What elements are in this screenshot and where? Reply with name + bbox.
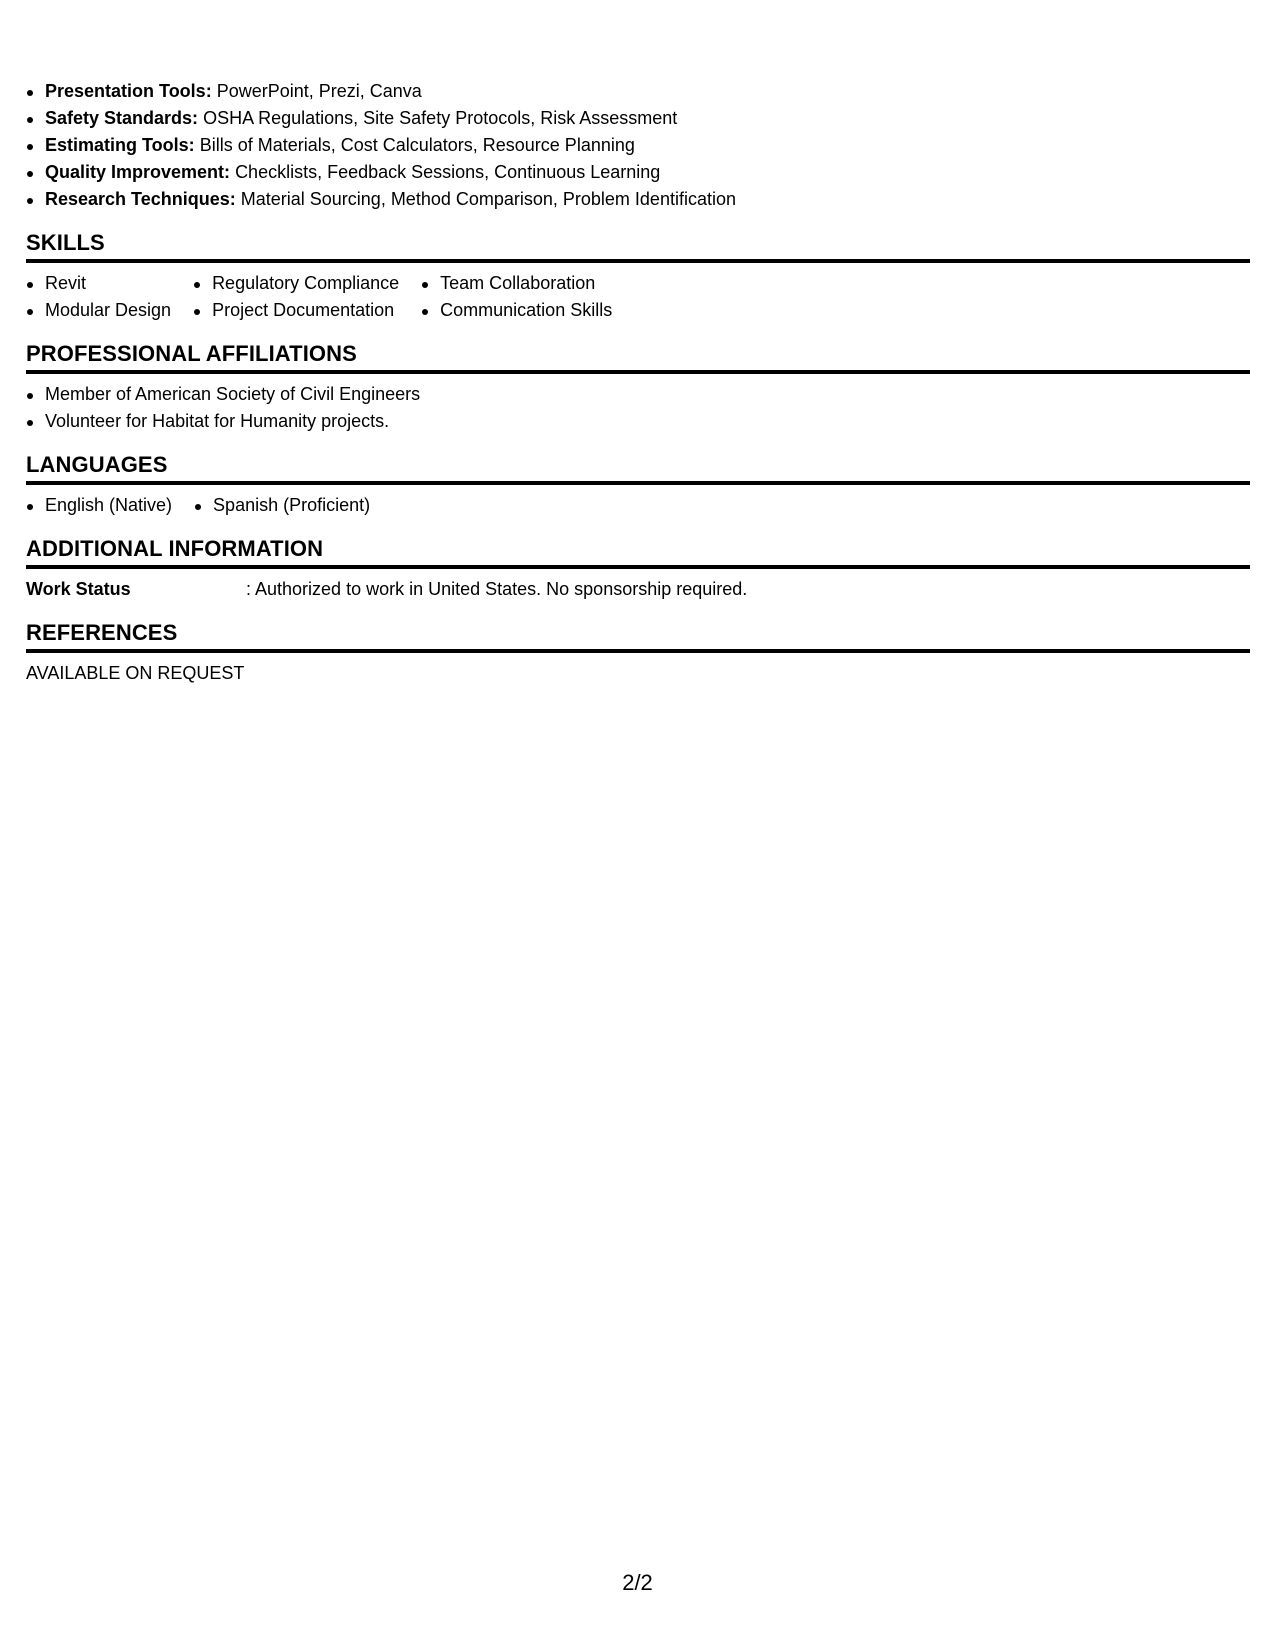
list-item: English (Native) (26, 492, 172, 519)
section-title: ADDITIONAL INFORMATION (26, 535, 1250, 569)
tools-list (26, 78, 1250, 213)
list-item: Modular Design (26, 297, 171, 324)
list-item: Regulatory Compliance (193, 270, 399, 297)
list-item: Team Collaboration (421, 270, 612, 297)
tool-value: OSHA Regulations, Site Safety Protocols, Risk Assessment (203, 108, 678, 128)
section-title: REFERENCES (26, 619, 1250, 653)
additional-info-section (26, 535, 1250, 603)
tool-label: Estimating Tools: (45, 135, 195, 155)
section-title: PROFESSIONAL AFFILIATIONS (26, 340, 1250, 374)
list-item (26, 105, 1250, 132)
languages-list (26, 485, 1250, 519)
tool-value: Material Sourcing, Method Comparison, Problem Identification (240, 189, 736, 209)
list-item: Revit (26, 270, 171, 297)
tool-label: Safety Standards: (45, 108, 199, 128)
languages-section (26, 451, 1250, 519)
tool-value: Bills of Materials, Cost Calculators, Resource Planning (199, 135, 635, 155)
work-status-label: Work Status (26, 579, 131, 599)
tool-value: PowerPoint, Prezi, Canva (216, 81, 422, 101)
list-item (26, 186, 1250, 213)
list-item: Project Documentation (193, 297, 399, 324)
tool-label: Quality Improvement: (45, 162, 231, 182)
tool-label: Research Techniques: (45, 189, 236, 209)
section-title: LANGUAGES (26, 451, 1250, 485)
work-status-row (26, 569, 1250, 603)
section-title: SKILLS (26, 229, 1250, 263)
list-item: Communication Skills (421, 297, 612, 324)
list-item (26, 132, 1250, 159)
skills-column (421, 270, 612, 324)
list-item (26, 159, 1250, 186)
skills-column (26, 270, 171, 324)
work-status-value: : Authorized to work in United States. No sponsorship required. (246, 579, 748, 599)
tool-label: Presentation Tools: (45, 81, 212, 101)
affiliations-section (26, 340, 1250, 435)
page-number: 2/2 (622, 1570, 653, 1595)
list-item: Volunteer for Habitat for Humanity projects. (26, 408, 1250, 435)
list-item (26, 78, 1250, 105)
skills-section (26, 229, 1250, 324)
tool-value: Checklists, Feedback Sessions, Continuous Learning (235, 162, 661, 182)
list-item: Spanish (Proficient) (194, 492, 370, 519)
list-item: Member of American Society of Civil Engineers (26, 381, 1250, 408)
references-section (26, 619, 1250, 687)
references-text: AVAILABLE ON REQUEST (26, 663, 245, 683)
skills-column (193, 270, 399, 324)
skills-grid (26, 263, 1250, 324)
affiliations-list (26, 374, 1250, 435)
resume-page (26, 78, 1250, 687)
